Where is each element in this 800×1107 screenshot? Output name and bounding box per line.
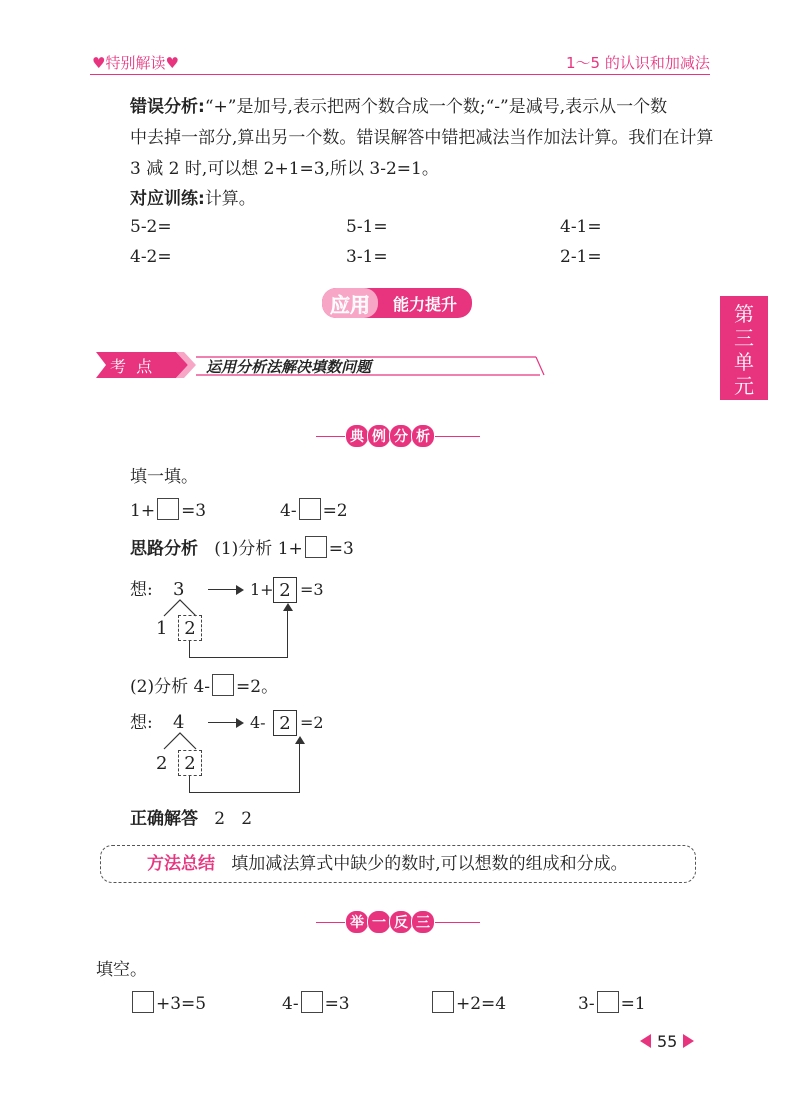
practice-banner-char: 三 — [411, 910, 435, 934]
training-heading — [130, 184, 256, 214]
diagram-left-number: 2 — [156, 753, 168, 774]
training-item: 2-1= — [560, 247, 602, 267]
side-tab-char: 三 — [734, 326, 754, 350]
training-prompt: 计算。 — [204, 189, 256, 209]
arrow-shaft — [208, 722, 238, 723]
analysis-heading — [130, 534, 354, 564]
connector-arrow-head — [283, 603, 293, 611]
example-banner-char: 分 — [389, 424, 413, 448]
training-item: 5-1= — [346, 217, 388, 237]
analysis-part2: (2)分析 4- — [130, 677, 211, 697]
analysis-label: 思路分析 — [130, 539, 198, 559]
diagram-left-number: 1 — [156, 618, 168, 639]
example-banner-chips — [346, 424, 434, 448]
practice-prompt: 填空。 — [96, 960, 147, 980]
answer-box — [157, 498, 179, 520]
connector-up — [299, 741, 300, 793]
section-banner-word1: 应用 — [322, 288, 378, 318]
error-analysis-line1 — [130, 92, 667, 122]
example-banner-char: 典 — [345, 424, 369, 448]
example-banner-char: 例 — [367, 424, 391, 448]
error-analysis-text1: “+”是加号,表示把两个数合成一个数;“-”是减号,表示从一个数 — [204, 97, 668, 117]
kaodian-rule-end — [536, 357, 544, 375]
split-caret-line — [164, 733, 196, 749]
practice-item-4 — [578, 989, 646, 1019]
example-banner — [316, 424, 480, 450]
arrow-head — [236, 585, 244, 595]
diagram-answer-box: 2 — [178, 750, 202, 776]
example-banner-char: 析 — [411, 424, 435, 448]
page-number: 55 — [657, 1031, 678, 1051]
example-prompt: 填一填。 — [130, 467, 198, 487]
example-q1-left: 1+ — [130, 501, 156, 521]
diagram-expression — [250, 575, 274, 605]
expr-right: =3 — [300, 580, 324, 599]
practice-banner-char: 一 — [367, 910, 391, 934]
training-item: 4-1= — [560, 217, 602, 237]
method-summary-content — [147, 849, 628, 879]
header-right-label: 1～5 的认识和加减法 — [566, 54, 710, 72]
answer-box — [132, 991, 154, 1013]
expr-answer-box: 2 — [273, 710, 297, 736]
practice-banner — [316, 910, 480, 936]
split-caret — [162, 731, 202, 751]
method-label: 方法总结 — [147, 854, 215, 874]
practice-item-text: 4- — [282, 994, 299, 1014]
analysis-part1: (1)分析 1+ — [214, 539, 303, 559]
connector-down — [189, 641, 190, 658]
next-page-icon — [683, 1034, 694, 1048]
side-tab-char: 第 — [734, 302, 754, 326]
practice-item-text: =3 — [324, 994, 350, 1014]
diagram-top-number: 3 — [173, 579, 185, 600]
practice-item-text: +2=4 — [456, 994, 507, 1014]
kaodian-bar — [96, 350, 546, 380]
practice-banner-char: 反 — [389, 910, 413, 934]
training-item: 5-2= — [130, 217, 172, 237]
arrow-shaft — [208, 589, 238, 590]
training-item: 3-1= — [346, 247, 388, 267]
connector-across — [189, 792, 300, 793]
expr-answer-box: 2 — [273, 577, 297, 603]
analysis-part2-end: =2。 — [236, 677, 279, 697]
answer-box — [305, 536, 327, 558]
practice-item-text: 3- — [578, 994, 595, 1014]
practice-item-text: =1 — [620, 994, 646, 1014]
example-question-2 — [280, 496, 348, 526]
header-left-label: ♥特别解读♥ — [92, 54, 179, 72]
example-q1-right: =3 — [181, 501, 207, 521]
side-tab-char: 单 — [734, 350, 754, 374]
method-summary-box — [100, 845, 696, 883]
practice-item-2 — [282, 989, 350, 1019]
kaodian-label: 考 点 — [110, 357, 153, 376]
analysis-part2-line — [130, 672, 278, 702]
answer-value: 2 2 — [214, 809, 253, 829]
answer-box — [301, 991, 323, 1013]
example-q2-left: 4- — [280, 501, 297, 521]
arrow-head — [236, 718, 244, 728]
connector-down — [189, 776, 190, 793]
unit-side-tab — [720, 296, 768, 400]
diagram-answer-box: 2 — [178, 615, 202, 641]
diagram-top-number: 4 — [173, 712, 185, 733]
example-question-1 — [130, 496, 206, 526]
answer-box — [432, 991, 454, 1013]
section-banner — [322, 288, 472, 318]
side-tab-char: 元 — [734, 374, 754, 398]
diagram-expression — [250, 708, 266, 738]
answer-box — [212, 674, 234, 696]
practice-item-1 — [130, 989, 206, 1019]
page-number-group — [640, 1030, 694, 1052]
analysis-part1-end: =3 — [328, 539, 354, 559]
expr-right: =2 — [300, 713, 324, 732]
practice-banner-chips — [346, 910, 434, 934]
error-analysis-line3: 3 减 2 时,可以想 2+1=3,所以 3-2=1。 — [130, 159, 439, 179]
expr-left: 4- — [250, 713, 266, 732]
practice-item-text: +3=5 — [156, 994, 207, 1014]
split-caret-line — [164, 600, 196, 616]
training-item: 4-2= — [130, 247, 172, 267]
connector-across — [189, 657, 288, 658]
practice-item-3 — [430, 989, 506, 1019]
error-analysis-label: 错误分析: — [130, 97, 205, 117]
header-rule — [90, 74, 710, 75]
section-banner-word2: 能力提升 — [392, 294, 457, 314]
example-q2-right: =2 — [322, 501, 348, 521]
method-text: 填加减法算式中缺少的数时,可以想数的组成和分成。 — [231, 854, 628, 874]
answer-box — [597, 991, 619, 1013]
answer-label: 正确解答 — [130, 809, 198, 829]
correct-answer — [130, 804, 252, 834]
connector-arrow-head — [295, 736, 305, 744]
practice-banner-char: 举 — [345, 910, 369, 934]
training-label: 对应训练: — [130, 189, 205, 209]
think-label: 想: — [130, 713, 153, 733]
expr-left: 1+ — [250, 580, 274, 599]
kaodian-title: 运用分析法解决填数问题 — [206, 358, 372, 376]
error-analysis-line2: 中去掉一部分,算出另一个数。错误解答中错把减法当作加法计算。我们在计算 — [130, 128, 714, 148]
connector-up — [287, 608, 288, 658]
answer-box — [299, 498, 321, 520]
prev-page-icon — [640, 1034, 651, 1048]
think-label: 想: — [130, 580, 153, 600]
